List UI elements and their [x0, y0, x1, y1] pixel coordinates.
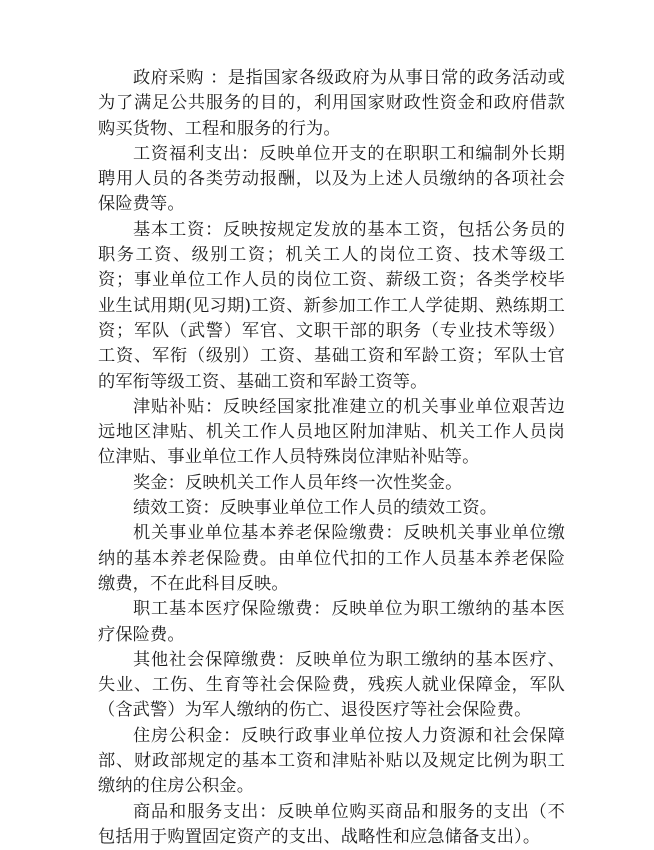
- paragraph-performance-wage: 绩效工资：反映事业单位工作人员的绩效工资。: [133, 498, 498, 519]
- paragraph-allowances-subsidies: 津贴补贴：反映经国家批准建立的机关事业单位艰苦边远地区津贴、机关工作人员地区附加津贴、机关工作人员岗位津贴、事业单位工作人员特殊岗位津贴补贴等。: [98, 396, 565, 468]
- paragraph-bonus: 奖金：反映机关工作人员年终一次性奖金。: [133, 472, 463, 493]
- document-page: [98, 66, 565, 850]
- paragraph-housing-fund: 住房公积金：反映行政事业单位按人力资源和社会保障部、财政部规定的基本工资和津贴补贴以及规定比例为职工缴纳的住房公积金。: [98, 725, 565, 797]
- paragraph-medical-insurance: 职工基本医疗保险缴费：反映单位为职工缴纳的基本医疗保险费。: [98, 599, 565, 645]
- paragraph-wage-welfare-expenditure: 工资福利支出：反映单位开支的在职职工和编制外长期聘用人员的各类劳动报酬，以及为上述人员缴纳的各项社会保险费等。: [98, 143, 565, 215]
- paragraph-other-social-security: 其他社会保障缴费：反映单位为职工缴纳的基本医疗、失业、工伤、生育等社会保险费，残疾人就业保障金，军队（含武警）为军人缴纳的伤亡、退役医疗等社会保险费。: [98, 649, 565, 721]
- paragraph-basic-wage: 基本工资：反映按规定发放的基本工资，包括公务员的职务工资、级别工资；机关工人的岗位工资、技术等级工资；事业单位工作人员的岗位工资、薪级工资；各类学校毕业生试用期(见习期)工资、新参加工作工人学徒期、熟练期工资；军队（武警）军官、文职干部的职务（专业技术等级）工资、军衔（级别）工资、基础工资和军龄工资；军队士官的军衔等级工资、基础工资和军龄工资等。: [98, 219, 565, 392]
- paragraph-pension-insurance: 机关事业单位基本养老保险缴费：反映机关事业单位缴纳的基本养老保险费。由单位代扣的工作人员基本养老保险缴费，不在此科目反映。: [98, 523, 565, 594]
- paragraph-government-procurement: 政府采购 ：是指国家各级政府为从事日常的政务活动或为了满足公共服务的目的，利用国家财政性资金和政府借款购买货物、工程和服务的行为。: [98, 68, 565, 139]
- paragraph-goods-services-expenditure: 商品和服务支出：反映单位购买商品和服务的支出（不包括用于购置固定资产的支出、战略性和应急储备支出）。: [98, 801, 565, 847]
